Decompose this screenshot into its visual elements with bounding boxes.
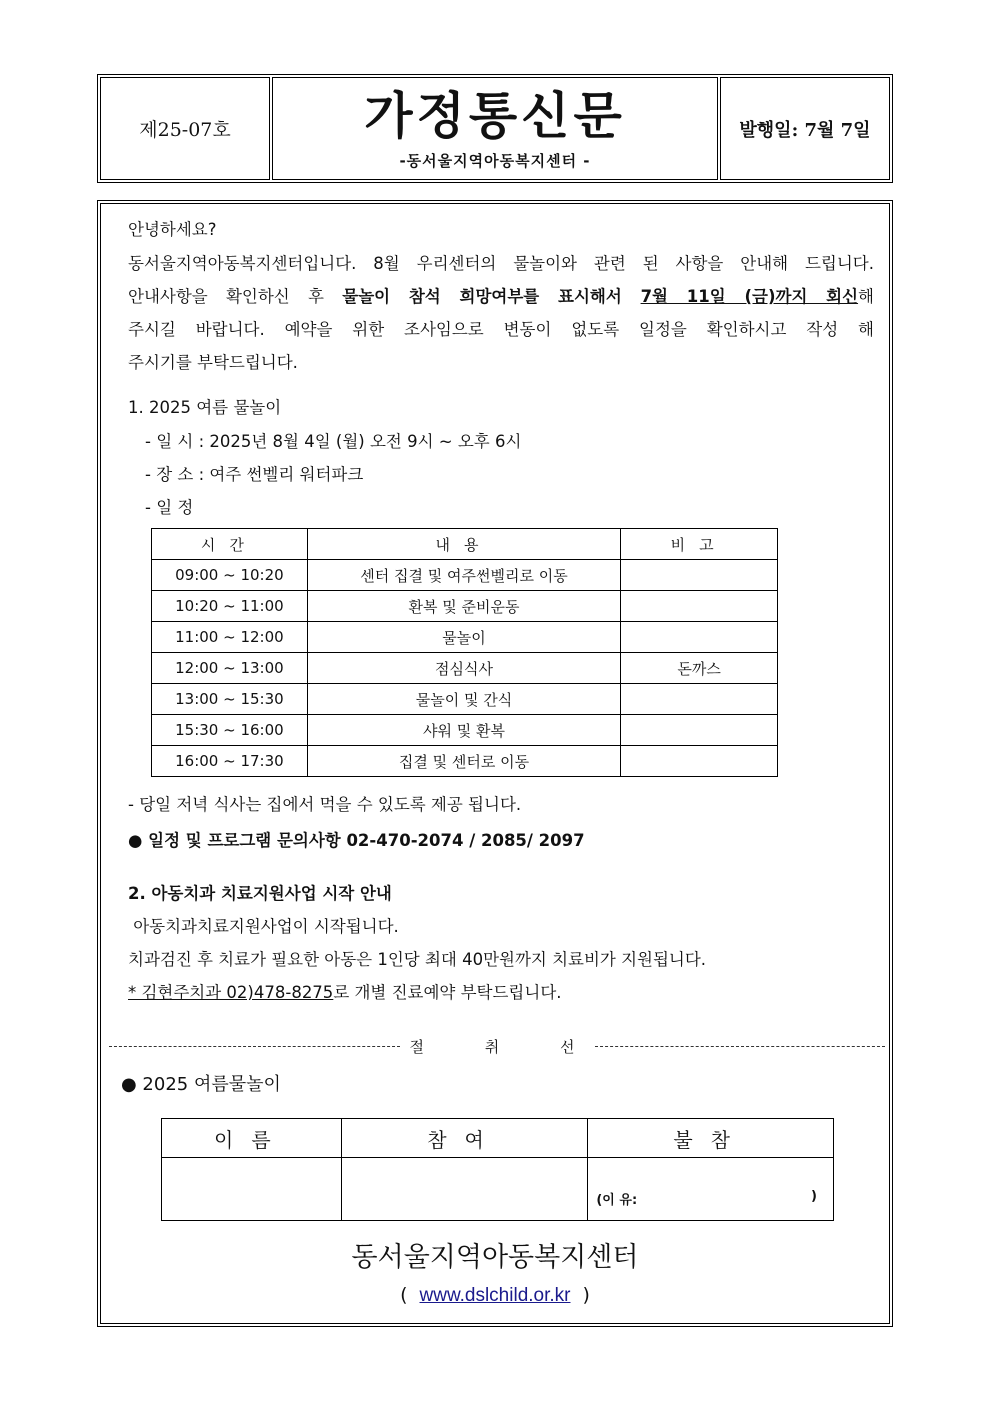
name-field[interactable] bbox=[162, 1158, 342, 1221]
reply-input-row bbox=[162, 1158, 834, 1221]
intro-line-3: 주시길 바랍니다. 예약을 위한 조사임으로 변동이 없도록 일정을 확인하시고 작성 해 bbox=[128, 320, 874, 339]
schedule-table bbox=[151, 528, 778, 777]
reason-label: (이 유: bbox=[596, 1193, 638, 1208]
newsletter-header bbox=[97, 74, 893, 183]
content-cell: 물놀이 및 간식 bbox=[307, 684, 620, 715]
note-cell bbox=[621, 591, 778, 622]
table-row bbox=[152, 622, 778, 653]
time-cell: 12:00 ~ 13:00 bbox=[152, 653, 308, 684]
table-row bbox=[152, 746, 778, 777]
schedule-header-row bbox=[152, 529, 778, 560]
contact-info: ● 일정 및 프로그램 문의사항 02-470-2074 / 2085/ 2097 bbox=[128, 831, 585, 850]
time-cell: 09:00 ~ 10:20 bbox=[152, 560, 308, 591]
content-cell: 샤워 및 환복 bbox=[307, 715, 620, 746]
note-cell bbox=[621, 622, 778, 653]
column-header: 내용 bbox=[307, 529, 620, 560]
attend-header: 참여 bbox=[341, 1119, 588, 1158]
paren-open: ( bbox=[400, 1284, 408, 1306]
section1-heading: 1. 2025 여름 물놀이 bbox=[128, 398, 282, 417]
website bbox=[101, 1284, 889, 1307]
website-link[interactable]: www.dslchild.or.kr bbox=[419, 1285, 571, 1306]
greeting: 안녕하세요? bbox=[128, 220, 217, 239]
newsletter-subtitle: -동서울지역아동복지센터 - bbox=[399, 152, 591, 170]
title-cell bbox=[272, 77, 718, 180]
section2-line-1: 아동치과치료지원사업이 시작됩니다. bbox=[128, 917, 399, 936]
reason-close: ) bbox=[811, 1189, 817, 1204]
section2-line-3 bbox=[128, 979, 562, 1003]
time-cell: 16:00 ~ 17:30 bbox=[152, 746, 308, 777]
dashed-line bbox=[109, 1046, 400, 1047]
intro-text-end: 해 bbox=[858, 287, 874, 306]
reply-table bbox=[161, 1118, 834, 1221]
attend-field[interactable] bbox=[341, 1158, 588, 1221]
reason-field[interactable] bbox=[596, 1189, 817, 1208]
section2-line-2: 치과검진 후 치료가 필요한 아동은 1인당 최대 40만원까지 치료비가 지원됩니다. bbox=[128, 950, 707, 969]
intro-line-2 bbox=[128, 280, 874, 313]
name-header: 이름 bbox=[162, 1119, 342, 1158]
intro-line-4: 주시기를 부탁드립니다. bbox=[128, 353, 298, 372]
absent-field[interactable] bbox=[588, 1158, 834, 1221]
table-row bbox=[152, 653, 778, 684]
table-row bbox=[152, 715, 778, 746]
time-cell: 13:00 ~ 15:30 bbox=[152, 684, 308, 715]
content-cell: 센터 집결 및 여주썬벨리로 이동 bbox=[307, 560, 620, 591]
reply-header-row bbox=[162, 1119, 834, 1158]
issue-date: 발행일: 7월 7일 bbox=[720, 77, 890, 180]
content-cell: 점심식사 bbox=[307, 653, 620, 684]
clinic-contact: * 김현주치과 02)478-8275 bbox=[128, 983, 334, 1002]
issue-number: 제25-07호 bbox=[100, 77, 270, 180]
content-cell: 환복 및 준비운동 bbox=[307, 591, 620, 622]
cut-line bbox=[109, 1036, 885, 1057]
note-cell bbox=[621, 715, 778, 746]
event-date: - 일 시 : 2025년 8월 4일 (월) 오전 9시 ~ 오후 6시 bbox=[145, 432, 522, 451]
dinner-note: - 당일 저녁 식사는 집에서 먹을 수 있도록 제공 됩니다. bbox=[128, 795, 522, 814]
intro-deadline: 7월 11일 (금)까지 회신 bbox=[640, 287, 859, 306]
section2-heading: 2. 아동치과 치료지원사업 시작 안내 bbox=[128, 884, 392, 903]
table-row bbox=[152, 560, 778, 591]
note-cell bbox=[621, 684, 778, 715]
newsletter-body bbox=[97, 200, 893, 1327]
organization-name: 동서울지역아동복지센터 bbox=[351, 1242, 639, 1273]
note-cell: 돈까스 bbox=[621, 653, 778, 684]
content-cell: 물놀이 bbox=[307, 622, 620, 653]
cut-line-label: 절 취 선 bbox=[409, 1038, 603, 1056]
time-cell: 11:00 ~ 12:00 bbox=[152, 622, 308, 653]
time-cell: 15:30 ~ 16:00 bbox=[152, 715, 308, 746]
column-header: 시간 bbox=[152, 529, 308, 560]
reply-title: ● 2025 여름물놀이 bbox=[121, 1074, 281, 1095]
table-row bbox=[152, 684, 778, 715]
table-row bbox=[152, 591, 778, 622]
intro-line-1: 동서울지역아동복지센터입니다. 8월 우리센터의 물놀이와 관련 된 사항을 안내해 드립니다. bbox=[128, 254, 874, 273]
absent-header: 불참 bbox=[588, 1119, 834, 1158]
content-cell: 집결 및 센터로 이동 bbox=[307, 746, 620, 777]
note-cell bbox=[621, 746, 778, 777]
intro-bold-text: 물놀이 참석 희망여부를 표시해서 bbox=[342, 287, 641, 306]
newsletter-title: 가정통신문 bbox=[364, 86, 626, 145]
intro-text: 안내사항을 확인하신 후 bbox=[128, 287, 343, 306]
schedule-label: - 일 정 bbox=[145, 498, 194, 517]
paren-close: ) bbox=[582, 1284, 590, 1306]
dashed-line bbox=[595, 1046, 886, 1047]
column-header: 비고 bbox=[621, 529, 778, 560]
note-cell bbox=[621, 560, 778, 591]
event-place: - 장 소 : 여주 썬벨리 워터파크 bbox=[145, 465, 364, 484]
time-cell: 10:20 ~ 11:00 bbox=[152, 591, 308, 622]
clinic-note: 로 개별 진료예약 부탁드립니다. bbox=[333, 983, 562, 1002]
